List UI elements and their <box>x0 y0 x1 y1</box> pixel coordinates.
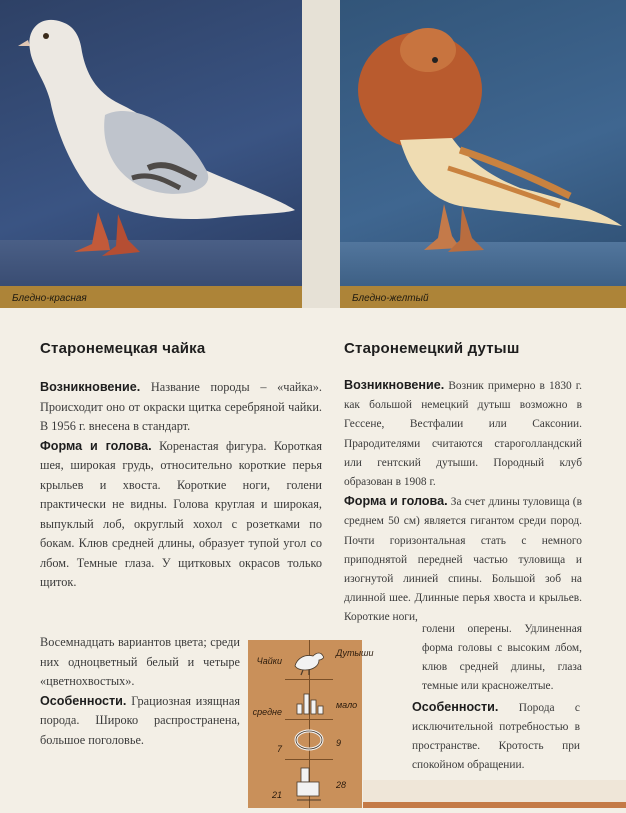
photo-pale-yellow-pouter <box>340 0 626 308</box>
nest-size-left: 21 <box>271 790 282 800</box>
photo-caption-right: Бледно-желтый <box>352 293 429 304</box>
ring-size-right: 9 <box>336 738 342 748</box>
nest-box-icon <box>285 760 333 808</box>
left-article-narrow <box>40 633 240 750</box>
origin-text: Возник примерно в 1830 г. как большой немецкий дутыш возможно в Гессене, Вестфалии или Саксонии. Прародителями считаются староголландский или гентский дутыши. Породный клуб образован в 1908 г. <box>344 380 582 489</box>
features-paragraph <box>40 692 240 751</box>
ring-size-left: 7 <box>276 744 282 754</box>
form-paragraph <box>40 437 322 593</box>
breed-name-right: Дутыши <box>336 648 374 658</box>
origin-paragraph <box>344 376 582 492</box>
gull-pigeon-image <box>0 0 302 290</box>
comparison-infobox <box>248 640 374 808</box>
photo-caption-left: Бледно-красная <box>12 293 87 304</box>
form-paragraph <box>344 492 582 627</box>
features-text: Порода с исключительной потребностью в пространстве. Кротость при спокойном обращении. <box>412 702 580 771</box>
form-label: Форма и голова. <box>40 438 152 453</box>
origin-label: Возникновение. <box>344 378 445 392</box>
right-article-narrow <box>422 620 582 696</box>
features-label: Особенности. <box>412 700 499 714</box>
pigeon-icon <box>285 640 333 679</box>
right-article-features <box>412 698 580 775</box>
origin-text: Название породы – «чайка». Происходит оно от окраски щитка серебряной чайки. В 1956 г. внесена в стандарт. <box>40 380 322 433</box>
features-text: Грациозная изящная порода. Широко распространена, большое поголовье. <box>40 693 240 747</box>
features-label: Особенности. <box>40 693 127 708</box>
page-gutter <box>302 0 340 308</box>
pigeon-icon-cell <box>285 640 333 680</box>
color-varieties-paragraph: Восемнадцать вариантов цвета; среди них одноцветный белый и четыре «цветнохвостых». <box>40 635 240 688</box>
breed-name-left: Чайки <box>256 656 282 666</box>
leg-ring-icon-cell <box>285 720 333 760</box>
origin-label: Возникновение. <box>40 380 141 394</box>
breeding-rate-right: мало <box>336 700 358 710</box>
right-article-body <box>344 376 582 628</box>
page-footer-strip <box>363 780 626 808</box>
title-old-german-pouter: Старонемецкий дутыш <box>344 340 520 357</box>
nest-box-icon-cell <box>285 760 333 808</box>
accent-band <box>363 802 626 808</box>
leg-ring-icon <box>285 720 333 759</box>
bar-chart-icon-cell <box>285 680 333 720</box>
pouter-pigeon-image <box>340 0 626 290</box>
form-label: Форма и голова. <box>344 494 448 509</box>
origin-paragraph <box>40 378 322 437</box>
form-text: За счет длины туловища (в среднем 50 см) является гигантом среди пород. Почти горизонтальная стать с немного приподнятой передней частью туловища и изогнутой линией спины. Большой зоб на длинной шее. Длинные перья хвоста и крыльев. Короткие ноги, <box>344 496 582 624</box>
form-text: Коренастая фигура. Короткая шея, широкая грудь, относительно короткие перья крыльев и хвоста. Короткие ноги, голени практически не видны. Голова круглая и широкая, выпуклый лоб, округлый хохол с розетками по бокам. Клюв средней длины, образует тупой угол со лбом. Темные глаза. У щитковых окрасов только щиток. <box>40 438 322 589</box>
photo-pale-red-gull <box>0 0 302 308</box>
nest-size-right: 28 <box>336 780 347 790</box>
head-shape-paragraph: голени оперены. Удлиненная форма головы с высоким лбом, клюв средней длины, глаза темные или красножелтые. <box>422 623 582 692</box>
bar-chart-icon <box>285 680 333 719</box>
features-paragraph <box>412 698 580 775</box>
title-old-german-gull: Старонемецкая чайка <box>40 340 206 357</box>
left-article-body <box>40 378 322 593</box>
breeding-rate-left: средне <box>252 707 282 717</box>
